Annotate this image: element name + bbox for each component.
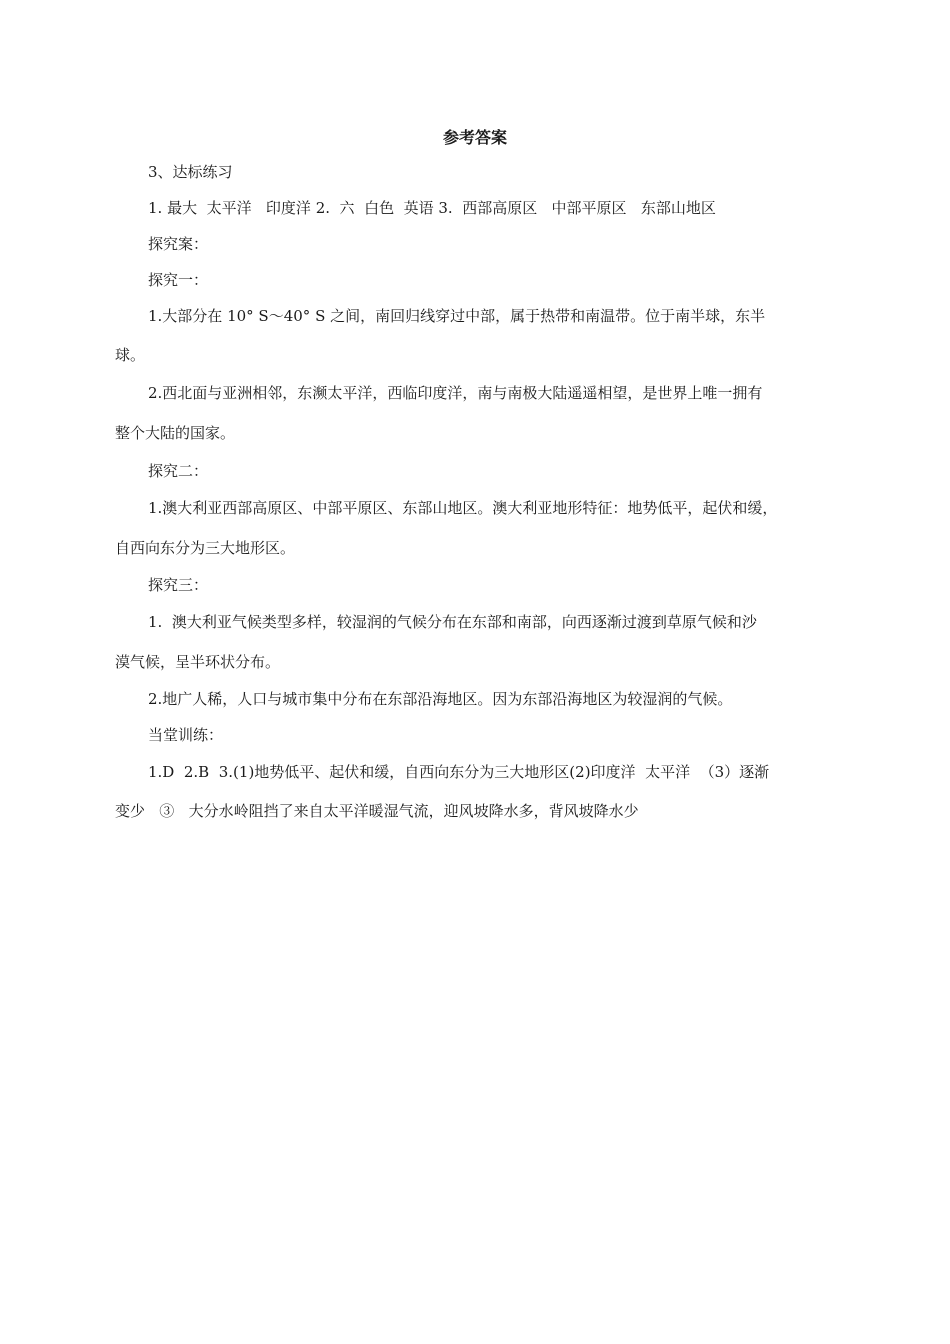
training-answers-cont: 变少 ③ 大分水岭阻挡了来自太平洋暖湿气流，迎风坡降水多，背风坡降水少: [115, 802, 639, 820]
section-heading-inquiry: 探究案：: [148, 235, 209, 253]
inquiry-three-item-1-cont: 漠气候，呈半环状分布。: [115, 653, 281, 671]
inquiry-two-item-1: 1.澳大利亚西部高原区、中部平原区、东部山地区。澳大利亚地形特征：地势低平，起伏和缓，: [148, 499, 778, 517]
page-title: 参考答案: [442, 128, 507, 147]
inquiry-one-item-1-cont: 球。: [115, 346, 146, 364]
section-heading-practice: 3、达标练习: [148, 163, 233, 181]
inquiry-three-item-1: 1. 澳大利亚气候类型多样，较湿润的气候分布在东部和南部，向西逐渐过渡到草原气候和沙: [148, 613, 757, 631]
section-heading-classroom-training: 当堂训练：: [148, 726, 224, 744]
inquiry-three-item-2: 2.地广人稀，人口与城市集中分布在东部沿海地区。因为东部沿海地区为较湿润的气候。: [148, 690, 733, 708]
inquiry-one-item-2: 2.西北面与亚洲相邻，东濒太平洋，西临印度洋，南与南极大陆遥遥相望，是世界上唯一拥有: [148, 384, 763, 402]
inquiry-three-heading: 探究三：: [148, 576, 209, 594]
inquiry-two-item-1-cont: 自西向东分为三大地形区。: [115, 539, 296, 557]
practice-answers: 1. 最大 太平洋 印度洋 2. 六 白色 英语 3. 西部高原区 中部平原区 东部山地区: [148, 199, 716, 217]
training-answers: 1.D 2.B 3.(1)地势低平、起伏和缓，自西向东分为三大地形区(2)印度洋 太平洋 （3）逐渐: [148, 763, 770, 781]
inquiry-two-heading: 探究二：: [148, 462, 209, 480]
inquiry-one-heading: 探究一：: [148, 271, 209, 289]
inquiry-one-item-1: 1.大部分在 10° S～40° S 之间，南回归线穿过中部，属于热带和南温带。位于南半球，东半: [148, 307, 766, 325]
inquiry-one-item-2-cont: 整个大陆的国家。: [115, 424, 236, 442]
